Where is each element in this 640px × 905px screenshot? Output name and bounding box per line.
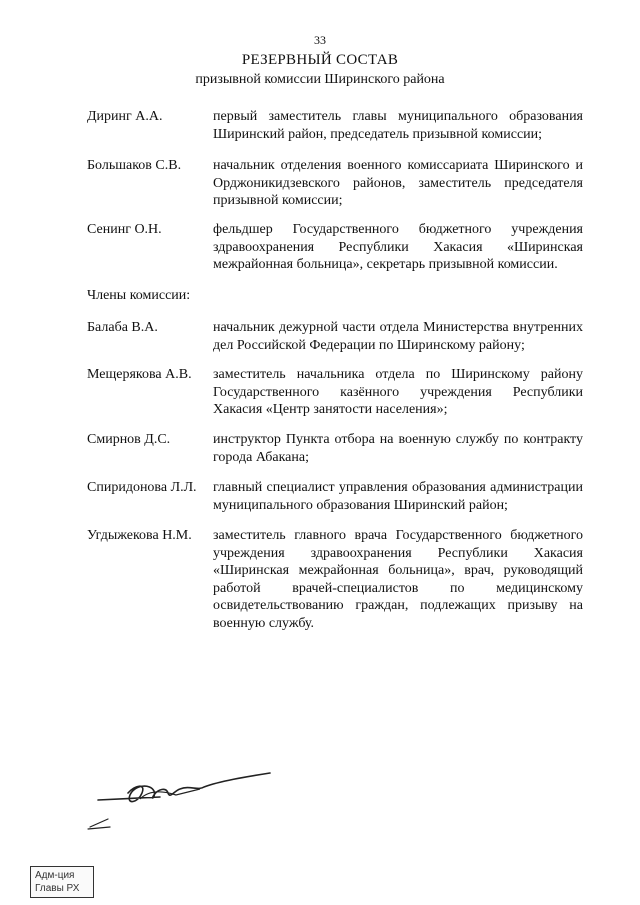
members-heading: Члены комиссии: — [87, 288, 191, 303]
person-role: заместитель главного врача Государственного бюджетного учреждения здравоохранения Республики Хакасия «Ширинская межрайонная больница», врач, руководящий работой врачей-специалистов по медицинскому освидетельствованию граждан, подлежащих призыву на военную службу. — [213, 528, 583, 631]
person-role: заместитель начальника отдела по Ширинскому району Государственного казённого учреждения Республики Хакасия «Центр занятости населения»; — [213, 367, 583, 417]
person-name: Большаков С.В. — [87, 158, 182, 173]
page-number: 33 — [314, 33, 326, 47]
person-role: начальник отделения военного комиссариата Ширинского и Орджоникидзевского районов, заместитель председателя призывной комиссии; — [213, 158, 583, 208]
person-name: Балаба В.А. — [87, 320, 158, 335]
document-title: РЕЗЕРВНЫЙ СОСТАВ — [241, 52, 399, 68]
person-role: первый заместитель главы муниципального образования Ширинский район, председатель призывной комиссии; — [213, 109, 583, 142]
person-name: Мещерякова А.В. — [87, 367, 192, 382]
stamp-box — [30, 866, 94, 898]
person-name: Смирнов Д.С. — [87, 432, 171, 447]
signature-image — [80, 755, 290, 845]
person-name: Диринг А.А. — [87, 109, 163, 124]
stamp-line-1: Адм-ция — [35, 870, 75, 881]
person-name: Спиридонова Л.Л. — [87, 480, 197, 495]
person-name: Угдыжекова Н.М. — [87, 528, 192, 543]
document-subtitle: призывной комиссии Ширинского района — [195, 72, 445, 87]
stamp-line-2: Главы РХ — [35, 883, 80, 894]
person-role: главный специалист управления образования администрации муниципального образования Ширинский район; — [213, 480, 583, 513]
person-role: инструктор Пункта отбора на военную службу по контракту города Абакана; — [213, 432, 583, 465]
person-role: начальник дежурной части отдела Министерства внутренних дел Российской Федерации по Ширинскому району; — [213, 320, 583, 353]
person-name: Сенинг О.Н. — [87, 222, 162, 237]
person-role: фельдшер Государственного бюджетного учреждения здравоохранения Республики Хакасия «Ширинская межрайонная больница», секретарь призывной комиссии. — [213, 222, 583, 272]
